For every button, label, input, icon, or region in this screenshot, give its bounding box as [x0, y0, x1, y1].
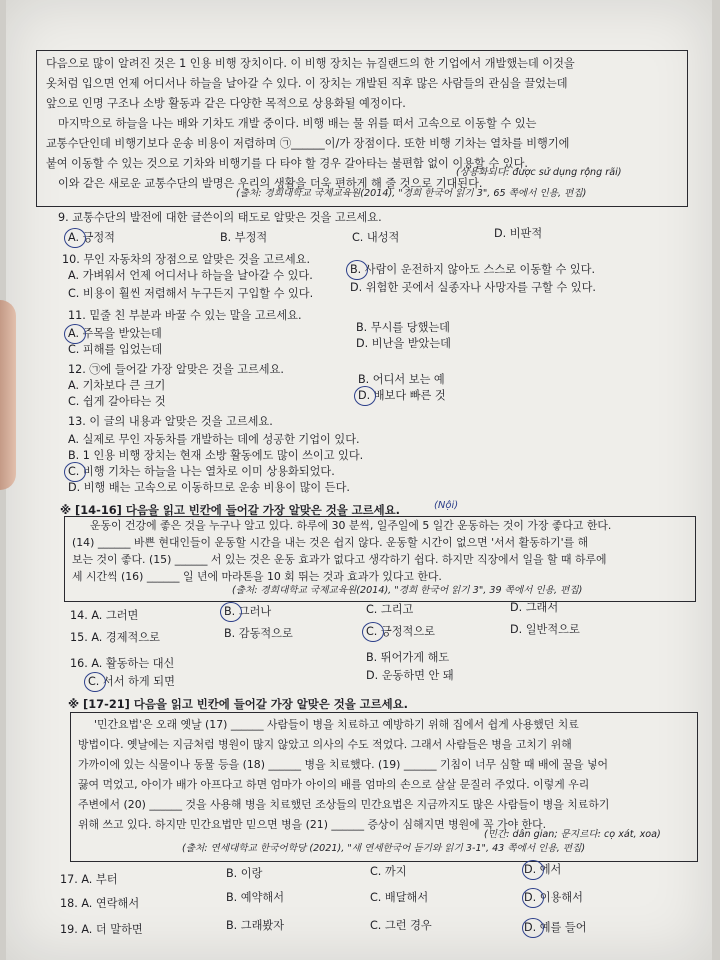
question-13-option-b[interactable]: B. 1 인용 비행 장치는 현재 소방 활동에도 많이 쓰이고 있다.: [68, 449, 364, 462]
question-10-stem: 10. 무인 자동차의 장점으로 알맞은 것을 고르세요.: [62, 253, 311, 266]
section-17-21-header: ※ [17-21] 다음을 읽고 빈칸에 들어갈 가장 알맞은 것을 고르세요.: [68, 697, 409, 711]
question-19-option-d[interactable]: D. 예를 들어: [524, 921, 587, 934]
question-15-option-b[interactable]: B. 감동적으로: [224, 627, 293, 640]
question-19-option-a[interactable]: 19. A. 더 말하면: [60, 923, 143, 936]
question-12-option-c[interactable]: C. 쉽게 갈아타는 것: [68, 395, 166, 408]
question-17-option-a[interactable]: 17. A. 부터: [60, 873, 118, 886]
question-13-option-c[interactable]: C. 비행 기차는 하늘을 나는 열차로 이미 상용화되었다.: [68, 465, 335, 478]
question-11-option-c[interactable]: C. 피해를 입었는데: [68, 343, 163, 356]
question-15-option-c[interactable]: C. 긍정적으로: [366, 625, 435, 638]
passage-2-line: 운동이 건강에 좋은 것을 누구나 알고 있다. 하루에 30 분씩, 일주일에 5 일간 운동하는 것이 가장 좋다고 한다.: [90, 519, 612, 532]
question-11-option-a[interactable]: A. 주목을 받았는데: [68, 327, 162, 340]
passage-1-line: 교통수단인데 비행기보다 운송 비용이 저렴하며 ㉠______이/가 장점이다. 또한 비행 기차는 열차를 비행기에: [46, 137, 570, 150]
passage-3-line: '민간요법'은 오래 옛날 (17) ______ 사람들이 병을 치료하고 예방하기 위해 집에서 쉽게 사용했던 치료: [94, 718, 579, 731]
question-18-option-a[interactable]: 18. A. 연락해서: [60, 897, 140, 910]
passage-1-source: (출처: 경희대학교 국제교육원(2014), "경희 한국어 읽기 3", 65 쪽에서 인용, 편집): [236, 188, 587, 199]
question-14-option-b[interactable]: B. 그러나: [224, 605, 272, 618]
passage-1-line: 마지막으로 하늘을 나는 배와 기차도 개발 중이다. 비행 배는 물 위를 떠서 고속으로 이동할 수 있는: [58, 117, 537, 130]
question-11-stem: 11. 밑줄 친 부분과 바꿀 수 있는 말을 고르세요.: [68, 309, 302, 322]
question-18-option-d[interactable]: D. 이용해서: [524, 891, 583, 904]
question-14-option-a[interactable]: 14. A. 그러면: [70, 609, 139, 622]
question-16-option-b[interactable]: B. 뛰어가게 해도: [366, 651, 450, 664]
question-15-option-d[interactable]: D. 일반적으로: [510, 623, 580, 636]
question-13-option-a[interactable]: A. 실제로 무인 자동차를 개발하는 데에 성공한 기업이 있다.: [68, 433, 360, 446]
question-13-option-d[interactable]: D. 비행 배는 고속으로 이동하므로 운송 비용이 많이 든다.: [68, 481, 350, 494]
question-11-option-d[interactable]: D. 비난을 받았는데: [356, 337, 451, 350]
question-12-option-a[interactable]: A. 기차보다 큰 크기: [68, 379, 166, 392]
question-16-option-a[interactable]: 16. A. 활동하는 대신: [70, 657, 175, 670]
question-9-option-b[interactable]: B. 부정적: [220, 231, 268, 244]
passage-2-source: (출처: 경희대학교 국제교육원(2014), "경희 한국어 읽기 3", 39 쪽에서 인용, 편집): [232, 585, 583, 596]
passage-2-line: (14) ______ 바쁜 현대인들이 운동할 시간을 내는 것은 쉽지 않다. 운동할 시간이 없으면 '서서 활동하기'를 해: [72, 536, 589, 549]
passage-2-line: 보는 것이 좋다. (15) ______ 서 있는 것은 운동 효과가 없다고 생각하기 쉽다. 하지만 직장에서 일을 할 때 하루에: [72, 553, 607, 566]
passage-3-line: 위해 쓰고 있다. 하지만 민간요법만 믿으면 병을 (21) ______ 증상이 심해지면 병원에 꼭 가야 한다.: [78, 818, 547, 831]
question-19-option-c[interactable]: C. 그런 경우: [370, 919, 432, 932]
handwritten-note: (Nội): [434, 500, 459, 511]
question-9-option-a[interactable]: A. 긍정적: [68, 231, 115, 244]
passage-1-line: 다음으로 많이 알려진 것은 1 인용 비행 장치이다. 이 비행 장치는 뉴질랜드의 한 기업에서 개발했는데 이것을: [46, 57, 575, 70]
passage-3-line: 가까이에 있는 식물이나 동물 등을 (18) ______ 병을 치료했다. (19) ______ 기침이 너무 심할 때 배에 꿀을 넣어: [78, 758, 609, 771]
passage-3-line: 주변에서 (20) ______ 것을 사용해 병을 치료했던 조상들의 민간요법은 지금까지도 많은 사람들이 병을 치료하기: [78, 798, 610, 811]
question-18-option-c[interactable]: C. 배달해서: [370, 891, 429, 904]
question-17-option-b[interactable]: B. 이랑: [226, 867, 263, 880]
question-11-option-b[interactable]: B. 무시를 당했는데: [356, 321, 450, 334]
question-17-option-d[interactable]: D. 에서: [524, 863, 562, 876]
passage-1-line: 옷처럼 입으면 언제 어디서나 하늘을 날아갈 수 있다. 이 장치는 개발된 직후 많은 사람들의 관심을 끌었는데: [46, 77, 568, 90]
question-10-option-b[interactable]: B. 사람이 운전하지 않아도 스스로 이동할 수 있다.: [350, 263, 596, 276]
question-19-option-b[interactable]: B. 그래봤자: [226, 919, 285, 932]
passage-1-gloss: (상용화되다: được sử dụng rộng rãi): [456, 167, 622, 178]
question-9-option-d[interactable]: D. 비판적: [494, 227, 543, 240]
question-12-option-b[interactable]: B. 어디서 보는 예: [358, 373, 445, 386]
exam-paper: [6, 0, 712, 960]
question-16-option-c[interactable]: C. 서서 하게 되면: [88, 675, 175, 688]
question-18-option-b[interactable]: B. 예약해서: [226, 891, 285, 904]
passage-3-source: (출처: 연세대학교 한국어학당 (2021), "새 연세한국어 듣기와 읽기 3-1", 43 쪽에서 인용, 편집): [182, 843, 586, 854]
question-9-option-c[interactable]: C. 내성적: [352, 231, 400, 244]
question-12-stem: 12. ㉠에 들어갈 가장 알맞은 것을 고르세요.: [68, 363, 284, 376]
question-16-option-d[interactable]: D. 운동하면 안 돼: [366, 669, 454, 682]
passage-3-line: 끓여 먹었고, 아이가 배가 아프다고 하면 엄마가 아이의 배를 엄마의 손으로 살살 문질러 주었다. 이렇게 우리: [78, 778, 590, 791]
question-10-option-c[interactable]: C. 비용이 훨씬 저렴해서 누구든지 구입할 수 있다.: [68, 287, 314, 300]
question-17-option-c[interactable]: C. 까지: [370, 865, 407, 878]
question-14-option-d[interactable]: D. 그래서: [510, 601, 559, 614]
question-9-stem: 9. 교통수단의 발전에 대한 글쓴이의 태도로 알맞은 것을 고르세요.: [58, 211, 382, 224]
thumb: [0, 300, 16, 490]
section-14-16-header: ※ [14-16] 다음을 읽고 빈칸에 들어갈 가장 알맞은 것을 고르세요.: [60, 503, 401, 517]
question-15-option-a[interactable]: 15. A. 경제적으로: [70, 631, 160, 644]
passage-1-line: 앞으로 인명 구조나 소방 활동과 같은 다양한 목적으로 상용화될 예정이다.: [46, 97, 406, 110]
passage-1-line: 이와 같은 새로운 교통수단의 발명은 우리의 생활을 더욱 편하게 해 줄 것으로 기대된다.: [58, 177, 483, 190]
question-10-option-a[interactable]: A. 가벼워서 언제 어디서나 하늘을 날아갈 수 있다.: [68, 269, 313, 282]
question-13-stem: 13. 이 글의 내용과 알맞은 것을 고르세요.: [68, 415, 273, 428]
question-12-option-d[interactable]: D. 배보다 빠른 것: [358, 389, 446, 402]
passage-3-line: 방법이다. 옛날에는 지금처럼 병원이 많지 않았고 의사의 수도 적었다. 그래서 사람들은 병을 고치기 위해: [78, 738, 572, 751]
passage-1-line: 붙여 이동할 수 있는 것으로 기차와 비행기를 다 타야 할 경우 갈아타는 불편함 없이 이용할 수 있다.: [46, 157, 528, 170]
passage-2-line: 세 시간씩 (16) ______ 일 년에 마라톤을 10 회 뛰는 것과 효과가 있다고 한다.: [72, 570, 442, 583]
passage-3-gloss: (민간: dân gian; 문지르다: cọ xát, xoa): [484, 829, 661, 840]
question-10-option-d[interactable]: D. 위험한 곳에서 실종자나 사망자를 구할 수 있다.: [350, 281, 596, 294]
question-14-option-c[interactable]: C. 그리고: [366, 603, 414, 616]
